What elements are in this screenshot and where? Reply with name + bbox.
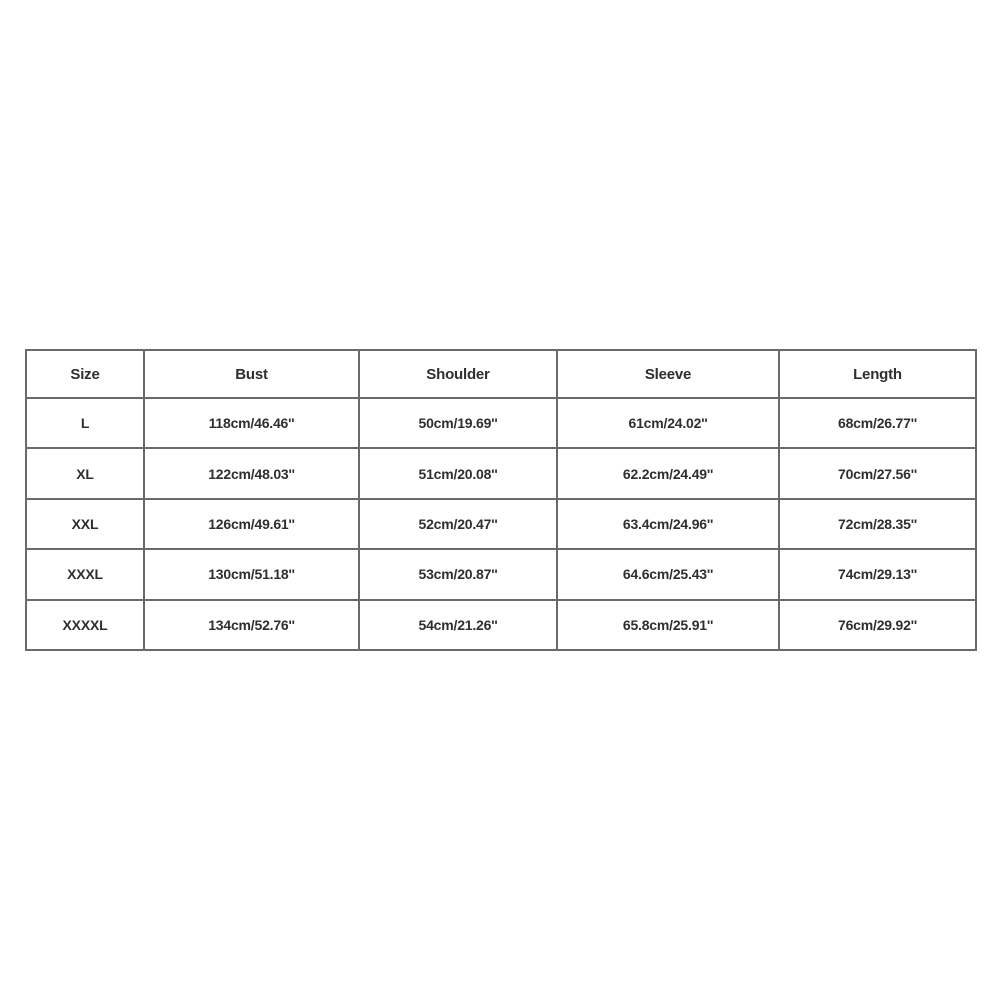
cell-shoulder: 53cm/20.87'' (359, 549, 557, 599)
table-row (26, 499, 976, 549)
cell-bust: 122cm/48.03'' (144, 448, 359, 498)
size-chart-table (25, 349, 977, 651)
cell-size: XXXXL (26, 600, 144, 650)
header-sleeve: Sleeve (557, 350, 779, 398)
cell-shoulder: 50cm/19.69'' (359, 398, 557, 448)
cell-shoulder: 51cm/20.08'' (359, 448, 557, 498)
cell-sleeve: 63.4cm/24.96'' (557, 499, 779, 549)
cell-shoulder: 54cm/21.26'' (359, 600, 557, 650)
cell-length: 76cm/29.92'' (779, 600, 976, 650)
cell-size: XXL (26, 499, 144, 549)
header-length: Length (779, 350, 976, 398)
cell-sleeve: 61cm/24.02'' (557, 398, 779, 448)
cell-bust: 118cm/46.46'' (144, 398, 359, 448)
header-bust: Bust (144, 350, 359, 398)
cell-length: 72cm/28.35'' (779, 499, 976, 549)
table-header-row (26, 350, 976, 398)
cell-bust: 126cm/49.61'' (144, 499, 359, 549)
table-row (26, 448, 976, 498)
cell-sleeve: 65.8cm/25.91'' (557, 600, 779, 650)
cell-length: 74cm/29.13'' (779, 549, 976, 599)
header-size: Size (26, 350, 144, 398)
table-row (26, 398, 976, 448)
cell-size: XL (26, 448, 144, 498)
table-row (26, 549, 976, 599)
cell-length: 68cm/26.77'' (779, 398, 976, 448)
table-row (26, 600, 976, 650)
header-shoulder: Shoulder (359, 350, 557, 398)
cell-bust: 130cm/51.18'' (144, 549, 359, 599)
cell-size: XXXL (26, 549, 144, 599)
cell-sleeve: 62.2cm/24.49'' (557, 448, 779, 498)
cell-sleeve: 64.6cm/25.43'' (557, 549, 779, 599)
cell-size: L (26, 398, 144, 448)
cell-length: 70cm/27.56'' (779, 448, 976, 498)
cell-shoulder: 52cm/20.47'' (359, 499, 557, 549)
cell-bust: 134cm/52.76'' (144, 600, 359, 650)
